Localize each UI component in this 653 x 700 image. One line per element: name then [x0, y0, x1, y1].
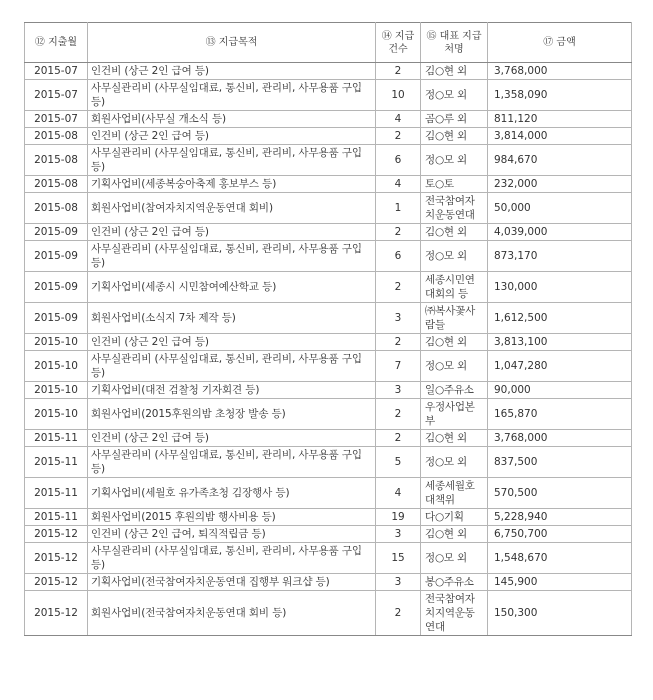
table-header: [25, 23, 632, 63]
cell-count: 2: [376, 272, 421, 303]
cell-amount: 232,000: [488, 176, 632, 193]
cell-count: 2: [376, 128, 421, 145]
header-purpose: ⑬ 지급목적: [88, 23, 376, 63]
cell-purpose: 인건비 (상근 2인 급여, 퇴직적립금 등): [88, 526, 376, 543]
cell-payee: 김○현 외: [421, 334, 488, 351]
expenditure-table-container: [24, 22, 631, 636]
cell-amount: 3,768,000: [488, 430, 632, 447]
cell-purpose: 사무실관리비 (사무실임대료, 통신비, 관리비, 사무용품 구입 등): [88, 351, 376, 382]
cell-count: 4: [376, 111, 421, 128]
cell-month: 2015-07: [25, 63, 88, 80]
cell-month: 2015-10: [25, 334, 88, 351]
cell-amount: 145,900: [488, 574, 632, 591]
cell-purpose: 사무실관리비 (사무실임대료, 통신비, 관리비, 사무용품 구입 등): [88, 543, 376, 574]
cell-purpose: 인건비 (상근 2인 급여 등): [88, 430, 376, 447]
cell-purpose: 기획사업비(전국참여자치운동연대 집행부 워크샵 등): [88, 574, 376, 591]
header-payee: ⑮ 대표 지급처명: [421, 23, 488, 63]
cell-amount: 6,750,700: [488, 526, 632, 543]
cell-payee: 김○현 외: [421, 526, 488, 543]
cell-amount: 130,000: [488, 272, 632, 303]
table-row: [25, 80, 632, 111]
cell-payee: 김○현 외: [421, 224, 488, 241]
cell-amount: 1,612,500: [488, 303, 632, 334]
cell-payee: 곰○루 외: [421, 111, 488, 128]
cell-month: 2015-08: [25, 176, 88, 193]
table-row: [25, 447, 632, 478]
cell-month: 2015-10: [25, 399, 88, 430]
cell-count: 2: [376, 334, 421, 351]
cell-amount: 3,814,000: [488, 128, 632, 145]
cell-purpose: 사무실관리비 (사무실임대료, 통신비, 관리비, 사무용품 구입 등): [88, 241, 376, 272]
cell-payee: 정○모 외: [421, 80, 488, 111]
table-row: [25, 193, 632, 224]
cell-purpose: 기획사업비(세종복숭아축제 홍보부스 등): [88, 176, 376, 193]
cell-count: 2: [376, 224, 421, 241]
cell-month: 2015-08: [25, 145, 88, 176]
cell-count: 2: [376, 63, 421, 80]
cell-month: 2015-08: [25, 128, 88, 145]
table-row: [25, 241, 632, 272]
cell-count: 1: [376, 193, 421, 224]
cell-month: 2015-12: [25, 543, 88, 574]
cell-payee: 김○현 외: [421, 430, 488, 447]
cell-payee: 정○모 외: [421, 241, 488, 272]
cell-payee: 김○현 외: [421, 63, 488, 80]
cell-month: 2015-11: [25, 447, 88, 478]
cell-purpose: 회원사업비(참여자치지역운동연대 회비): [88, 193, 376, 224]
cell-count: 4: [376, 478, 421, 509]
cell-purpose: 기획사업비(세월호 유가족초청 김장행사 등): [88, 478, 376, 509]
cell-month: 2015-11: [25, 478, 88, 509]
cell-count: 4: [376, 176, 421, 193]
cell-amount: 570,500: [488, 478, 632, 509]
cell-month: 2015-11: [25, 430, 88, 447]
cell-month: 2015-07: [25, 111, 88, 128]
cell-purpose: 사무실관리비 (사무실임대료, 통신비, 관리비, 사무용품 구입 등): [88, 145, 376, 176]
table-row: [25, 382, 632, 399]
cell-count: 3: [376, 574, 421, 591]
cell-month: 2015-09: [25, 241, 88, 272]
cell-count: 2: [376, 591, 421, 636]
cell-count: 6: [376, 241, 421, 272]
cell-amount: 984,670: [488, 145, 632, 176]
cell-month: 2015-08: [25, 193, 88, 224]
cell-amount: 811,120: [488, 111, 632, 128]
table-row: [25, 63, 632, 80]
cell-count: 5: [376, 447, 421, 478]
table-row: [25, 128, 632, 145]
cell-payee: 전국참여자치지역운동연대: [421, 591, 488, 636]
cell-month: 2015-12: [25, 526, 88, 543]
cell-purpose: 회원사업비(2015 후원의밤 행사비용 등): [88, 509, 376, 526]
cell-purpose: 사무실관리비 (사무실임대료, 통신비, 관리비, 사무용품 구입 등): [88, 447, 376, 478]
cell-count: 6: [376, 145, 421, 176]
table-row: [25, 509, 632, 526]
table-row: [25, 334, 632, 351]
cell-payee: 정○모 외: [421, 351, 488, 382]
table-row: [25, 224, 632, 241]
table-row: [25, 111, 632, 128]
cell-month: 2015-09: [25, 272, 88, 303]
table-row: [25, 526, 632, 543]
cell-purpose: 인건비 (상근 2인 급여 등): [88, 334, 376, 351]
cell-amount: 50,000: [488, 193, 632, 224]
cell-purpose: 회원사업비(전국참여자치운동연대 회비 등): [88, 591, 376, 636]
cell-count: 2: [376, 430, 421, 447]
header-amount: ⑰ 금액: [488, 23, 632, 63]
cell-amount: 90,000: [488, 382, 632, 399]
cell-amount: 837,500: [488, 447, 632, 478]
cell-payee: 세종시민연대회의 등: [421, 272, 488, 303]
cell-payee: 일○주유소: [421, 382, 488, 399]
cell-purpose: 사무실관리비 (사무실임대료, 통신비, 관리비, 사무용품 구입 등): [88, 80, 376, 111]
cell-month: 2015-12: [25, 574, 88, 591]
cell-payee: 정○모 외: [421, 447, 488, 478]
cell-amount: 150,300: [488, 591, 632, 636]
table-row: [25, 145, 632, 176]
cell-payee: 김○현 외: [421, 128, 488, 145]
cell-purpose: 인건비 (상근 2인 급여 등): [88, 128, 376, 145]
cell-amount: 3,768,000: [488, 63, 632, 80]
cell-amount: 3,813,100: [488, 334, 632, 351]
cell-month: 2015-12: [25, 591, 88, 636]
cell-payee: ㈜복사꽃사람들: [421, 303, 488, 334]
cell-count: 10: [376, 80, 421, 111]
table-row: [25, 430, 632, 447]
cell-count: 15: [376, 543, 421, 574]
cell-payee: 다○기획: [421, 509, 488, 526]
cell-purpose: 인건비 (상근 2인 급여 등): [88, 224, 376, 241]
cell-amount: 1,548,670: [488, 543, 632, 574]
table-row: [25, 272, 632, 303]
cell-month: 2015-07: [25, 80, 88, 111]
cell-month: 2015-09: [25, 224, 88, 241]
table-body: [25, 63, 632, 636]
cell-payee: 토○토: [421, 176, 488, 193]
cell-amount: 873,170: [488, 241, 632, 272]
cell-amount: 1,047,280: [488, 351, 632, 382]
table-row: [25, 543, 632, 574]
cell-purpose: 인건비 (상근 2인 급여 등): [88, 63, 376, 80]
cell-count: 19: [376, 509, 421, 526]
cell-purpose: 기획사업비(세종시 시민참여예산학교 등): [88, 272, 376, 303]
cell-payee: 세종세월호대책위: [421, 478, 488, 509]
cell-payee: 전국참여자치운동연대: [421, 193, 488, 224]
cell-amount: 165,870: [488, 399, 632, 430]
expenditure-table: [24, 22, 632, 636]
cell-payee: 봉○주유소: [421, 574, 488, 591]
cell-count: 3: [376, 303, 421, 334]
table-row: [25, 478, 632, 509]
cell-count: 2: [376, 399, 421, 430]
cell-count: 3: [376, 526, 421, 543]
cell-month: 2015-11: [25, 509, 88, 526]
cell-payee: 우정사업본부: [421, 399, 488, 430]
table-row: [25, 399, 632, 430]
cell-count: 7: [376, 351, 421, 382]
cell-purpose: 회원사업비(사무실 개소식 등): [88, 111, 376, 128]
cell-purpose: 회원사업비(소식지 7차 제작 등): [88, 303, 376, 334]
table-row: [25, 351, 632, 382]
table-row: [25, 303, 632, 334]
cell-amount: 5,228,940: [488, 509, 632, 526]
cell-payee: 정○모 외: [421, 543, 488, 574]
header-count: ⑭ 지급 건수: [376, 23, 421, 63]
cell-count: 3: [376, 382, 421, 399]
table-row: [25, 574, 632, 591]
header-month: ⑫ 지출월: [25, 23, 88, 63]
table-row: [25, 591, 632, 636]
cell-amount: 4,039,000: [488, 224, 632, 241]
cell-payee: 정○모 외: [421, 145, 488, 176]
cell-purpose: 기획사업비(대전 검찰청 기자회견 등): [88, 382, 376, 399]
table-row: [25, 176, 632, 193]
cell-month: 2015-10: [25, 382, 88, 399]
cell-month: 2015-09: [25, 303, 88, 334]
cell-month: 2015-10: [25, 351, 88, 382]
cell-amount: 1,358,090: [488, 80, 632, 111]
cell-purpose: 회원사업비(2015후원의밤 초청장 발송 등): [88, 399, 376, 430]
